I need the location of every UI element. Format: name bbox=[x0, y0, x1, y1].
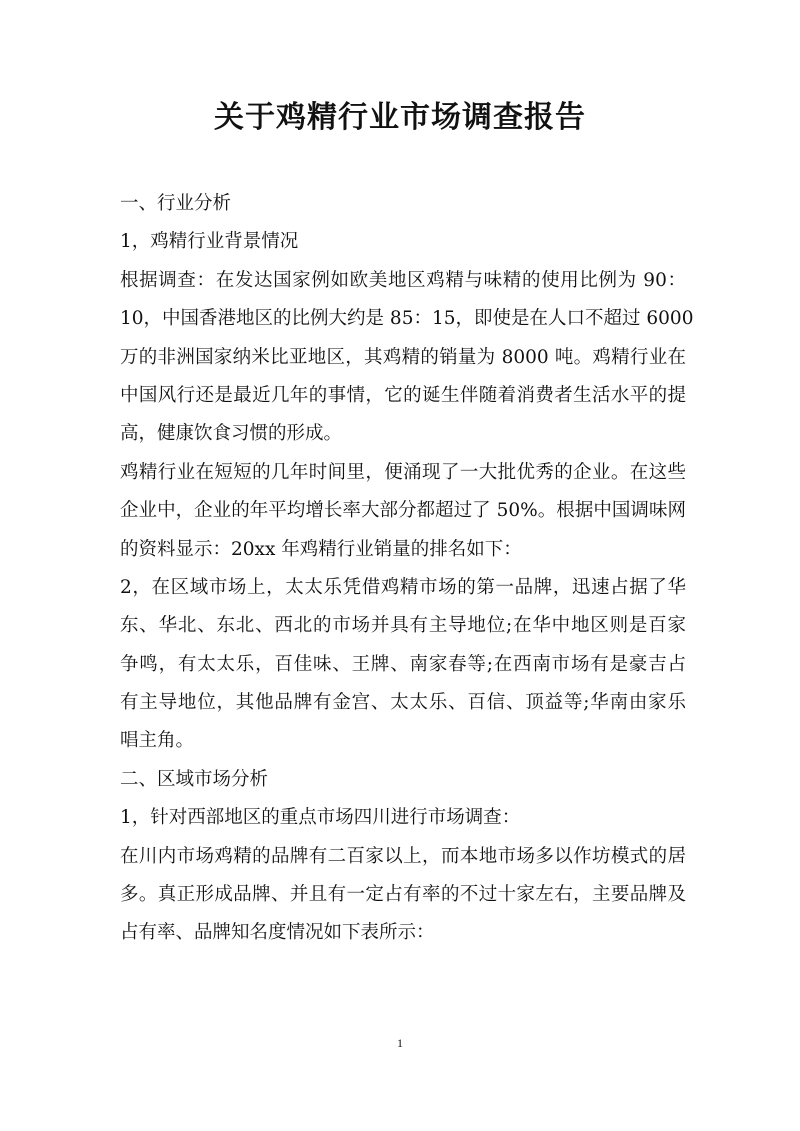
subheading-sichuan-survey: 1，针对西部地区的重点市场四川进行市场调查： bbox=[120, 807, 521, 829]
paragraph-line: 中国风行还是最近几年的事情，它的诞生伴随着消费者生活水平的提 bbox=[120, 384, 686, 406]
paragraph-line: 在川内市场鸡精的品牌有二百家以上，而本地市场多以作坊模式的居 bbox=[120, 845, 686, 867]
paragraph-line: 的资料显示：20xx 年鸡精行业销量的排名如下： bbox=[120, 538, 522, 560]
paragraph-line: 唱主角。 bbox=[120, 730, 195, 752]
paragraph-line: 万的非洲国家纳米比亚地区，其鸡精的销量为 8000 吨。鸡精行业在 bbox=[120, 346, 686, 368]
paragraph-line: 有主导地位，其他品牌有金宫、太太乐、百信、顶益等;华南由家乐 bbox=[120, 692, 686, 714]
section-heading-industry-analysis: 一、行业分析 bbox=[120, 193, 232, 214]
paragraph-line: 2，在区域市场上，太太乐凭借鸡精市场的第一品牌，迅速占据了华 bbox=[120, 576, 686, 598]
page-number: 1 bbox=[397, 1036, 403, 1050]
paragraph-line: 10，中国香港地区的比例大约是 85：15，即使是在人口不超过 6000 bbox=[120, 308, 694, 330]
paragraph-line: 企业中，企业的年平均增长率大部分都超过了 50%。根据中国调味网 bbox=[120, 500, 686, 522]
paragraph-line: 占有率、品牌知名度情况如下表所示： bbox=[120, 922, 435, 944]
paragraph-line: 鸡精行业在短短的几年时间里，便涌现了一大批优秀的企业。在这些 bbox=[120, 461, 686, 483]
paragraph-line: 多。真正形成品牌、并且有一定占有率的不过十家左右，主要品牌及 bbox=[120, 884, 686, 906]
section-heading-regional-market: 二、区域市场分析 bbox=[120, 768, 269, 790]
paragraph-line: 根据调查：在发达国家例如欧美地区鸡精与味精的使用比例为 90： bbox=[120, 269, 686, 291]
document-body bbox=[120, 185, 694, 953]
paragraph-line: 争鸣，有太太乐，百佳味、王牌、南家春等;在西南市场有是豪吉占 bbox=[120, 653, 686, 675]
subheading-background: 1，鸡精行业背景情况 bbox=[120, 231, 299, 253]
paragraph-line: 高，健康饮食习惯的形成。 bbox=[120, 423, 343, 445]
document-title: 关于鸡精行业市场调查报告 bbox=[214, 100, 586, 135]
paragraph-line: 东、华北、东北、西北的市场并具有主导地位;在华中地区则是百家 bbox=[120, 615, 686, 637]
